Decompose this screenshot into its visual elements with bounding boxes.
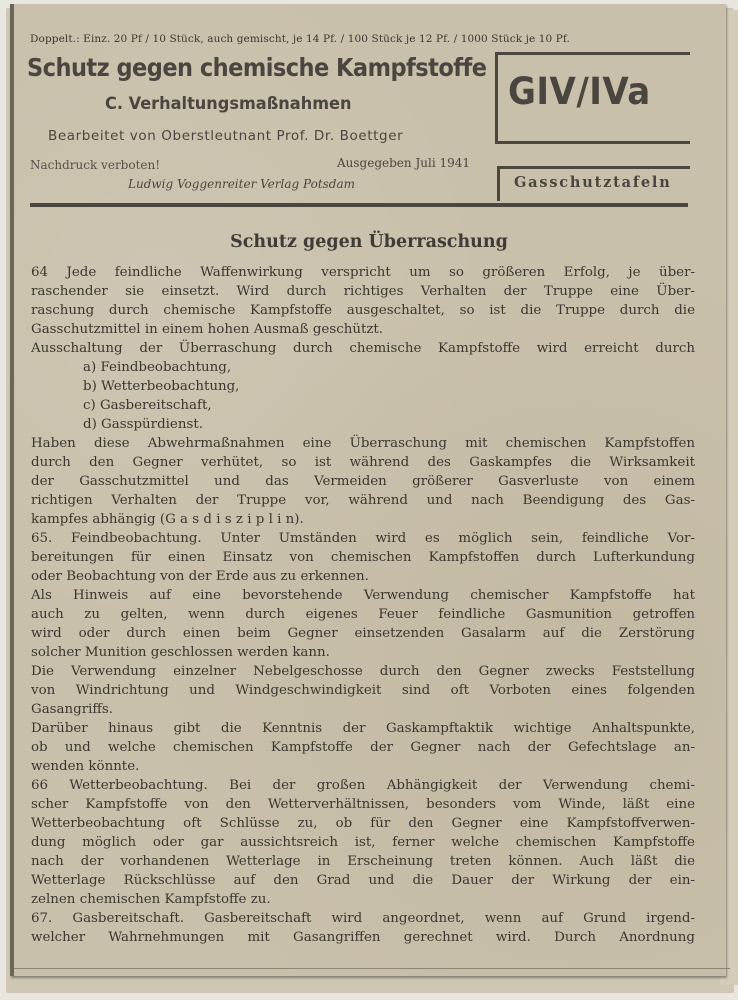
text-line: 64 Jede feindliche Waffenwirkung verspricht um so größeren Erfolg, je über- [31, 265, 695, 280]
reprint-notice: Nachdruck verboten! [30, 158, 161, 172]
list-item: a) Feindbeobachtung, [83, 360, 232, 375]
issue-date: Ausgegeben Juli 1941 [337, 156, 471, 170]
list-item: b) Wetterbeobachtung, [83, 379, 240, 394]
text-line: nach der vorhandenen Wetterlage in Erscheinung treten können. Auch läßt die [31, 854, 695, 869]
author-line: Bearbeitet von Oberstleutnant Prof. Dr. Boettger [48, 128, 404, 144]
list-item: d) Gasspürdienst. [83, 417, 203, 432]
text-line: Als Hinweis auf eine bevorstehende Verwendung chemischer Kampfstoffe hat [31, 588, 695, 603]
series-name: Gasschutztafeln [514, 174, 672, 191]
text-line: Wetterbeobachtung oft Schlüsse zu, ob für den Gegner eine Kampfstoffverwen- [31, 816, 695, 831]
text-line: von Windrichtung und Windgeschwindigkeit sind oft Vorboten eines folgenden [31, 683, 695, 698]
text-line: raschung durch chemische Kampfstoffe ausgeschaltet, so ist die Truppe durch die [31, 303, 695, 318]
section-title: Schutz gegen Überraschung [230, 232, 508, 252]
document-subtitle: C. Verhaltungsmaßnahmen [105, 94, 352, 114]
text-line: 67. Gasbereitschaft. Gasbereitschaft wird angeordnet, wenn auf Grund irgend- [31, 911, 695, 926]
text-line: raschender sie einsetzt. Wird durch richtiges Verhalten der Truppe eine Über- [31, 284, 695, 299]
text-line: zelnen chemischen Kampfstoffe zu. [31, 892, 271, 907]
text-line: Wetterlage Rückschlüsse auf den Grad und die Dauer der Wirkung der ein- [31, 873, 695, 888]
text-line: wird oder durch einen beim Gegner einsetzenden Gasalarm auf die Zerstörung [31, 626, 695, 641]
body-text [31, 263, 695, 947]
text-line: bereitungen für einen Einsatz von chemischen Kampfstoffen durch Lufterkundung [31, 550, 695, 565]
text-line: 65. Feindbeobachtung. Unter Umständen wird es möglich sein, feindliche Vor- [31, 531, 695, 546]
text-line: Die Verwendung einzelner Nebelgeschosse durch den Gegner zwecks Feststellung [31, 664, 695, 679]
text-line: oder Beobachtung von der Erde aus zu erkennen. [31, 569, 369, 584]
price-line: Doppelt.: Einz. 20 Pf / 10 Stück, auch gemischt, je 14 Pf. / 100 Stück je 12 Pf. / 1000 Stück je 10 Pf. [30, 33, 570, 45]
text-line: 66 Wetterbeobachtung. Bei der großen Abhängigkeit der Verwendung chemi- [31, 778, 695, 793]
text-line: welcher Wahrnehmungen mit Gasangriffen gerechnet wird. Durch Anordnung [31, 930, 695, 945]
page-bottom-edge [14, 968, 730, 969]
text-line: scher Kampfstoffe von den Wetterverhältnissen, besonders vom Winde, läßt eine [31, 797, 695, 812]
document-code: GIV/IVa [508, 70, 651, 113]
publisher: Ludwig Voggenreiter Verlag Potsdam [128, 177, 356, 191]
text-line: Ausschaltung der Überraschung durch chemische Kampfstoffe wird erreicht durch [31, 341, 695, 356]
text-line: Gasangriffs. [31, 702, 114, 717]
text-line: durch den Gegner verhütet, so ist während des Gaskampfes die Wirksamkeit [31, 455, 695, 470]
text-line: kampfes abhängig (G a s d i s z i p l i n). [31, 512, 304, 527]
text-line: Haben diese Abwehrmaßnahmen eine Überraschung mit chemischen Kampfstoffen [31, 436, 695, 451]
text-line: der Gasschutzmittel und das Vermeiden größerer Gasverluste von einem [31, 474, 695, 489]
list-item: c) Gasbereitschaft, [83, 398, 212, 413]
text-line: wenden könnte. [31, 759, 140, 774]
text-line: Darüber hinaus gibt die Kenntnis der Gaskampftaktik wichtige Anhaltspunkte, [31, 721, 695, 736]
document-title: Schutz gegen chemische Kampfstoffe [27, 53, 487, 82]
text-line: ob und welche chemischen Kampfstoffe der Gegner nach der Gefechtslage an- [31, 740, 695, 755]
header-divider [30, 203, 688, 207]
text-line: solcher Munition geschlossen werden kann. [31, 645, 330, 660]
text-line: Gasschutzmittel in einem hohen Ausmaß geschützt. [31, 322, 384, 337]
text-line: auch zu gelten, wenn durch eigenes Feuer feindliche Gasmunition getroffen [31, 607, 695, 622]
text-line: richtigen Verhalten der Truppe vor, während und nach Beendigung des Gas- [31, 493, 695, 508]
text-line: dung möglich oder gar aussichtsreich ist, ferner welche chemischen Kampfstoffe [31, 835, 695, 850]
